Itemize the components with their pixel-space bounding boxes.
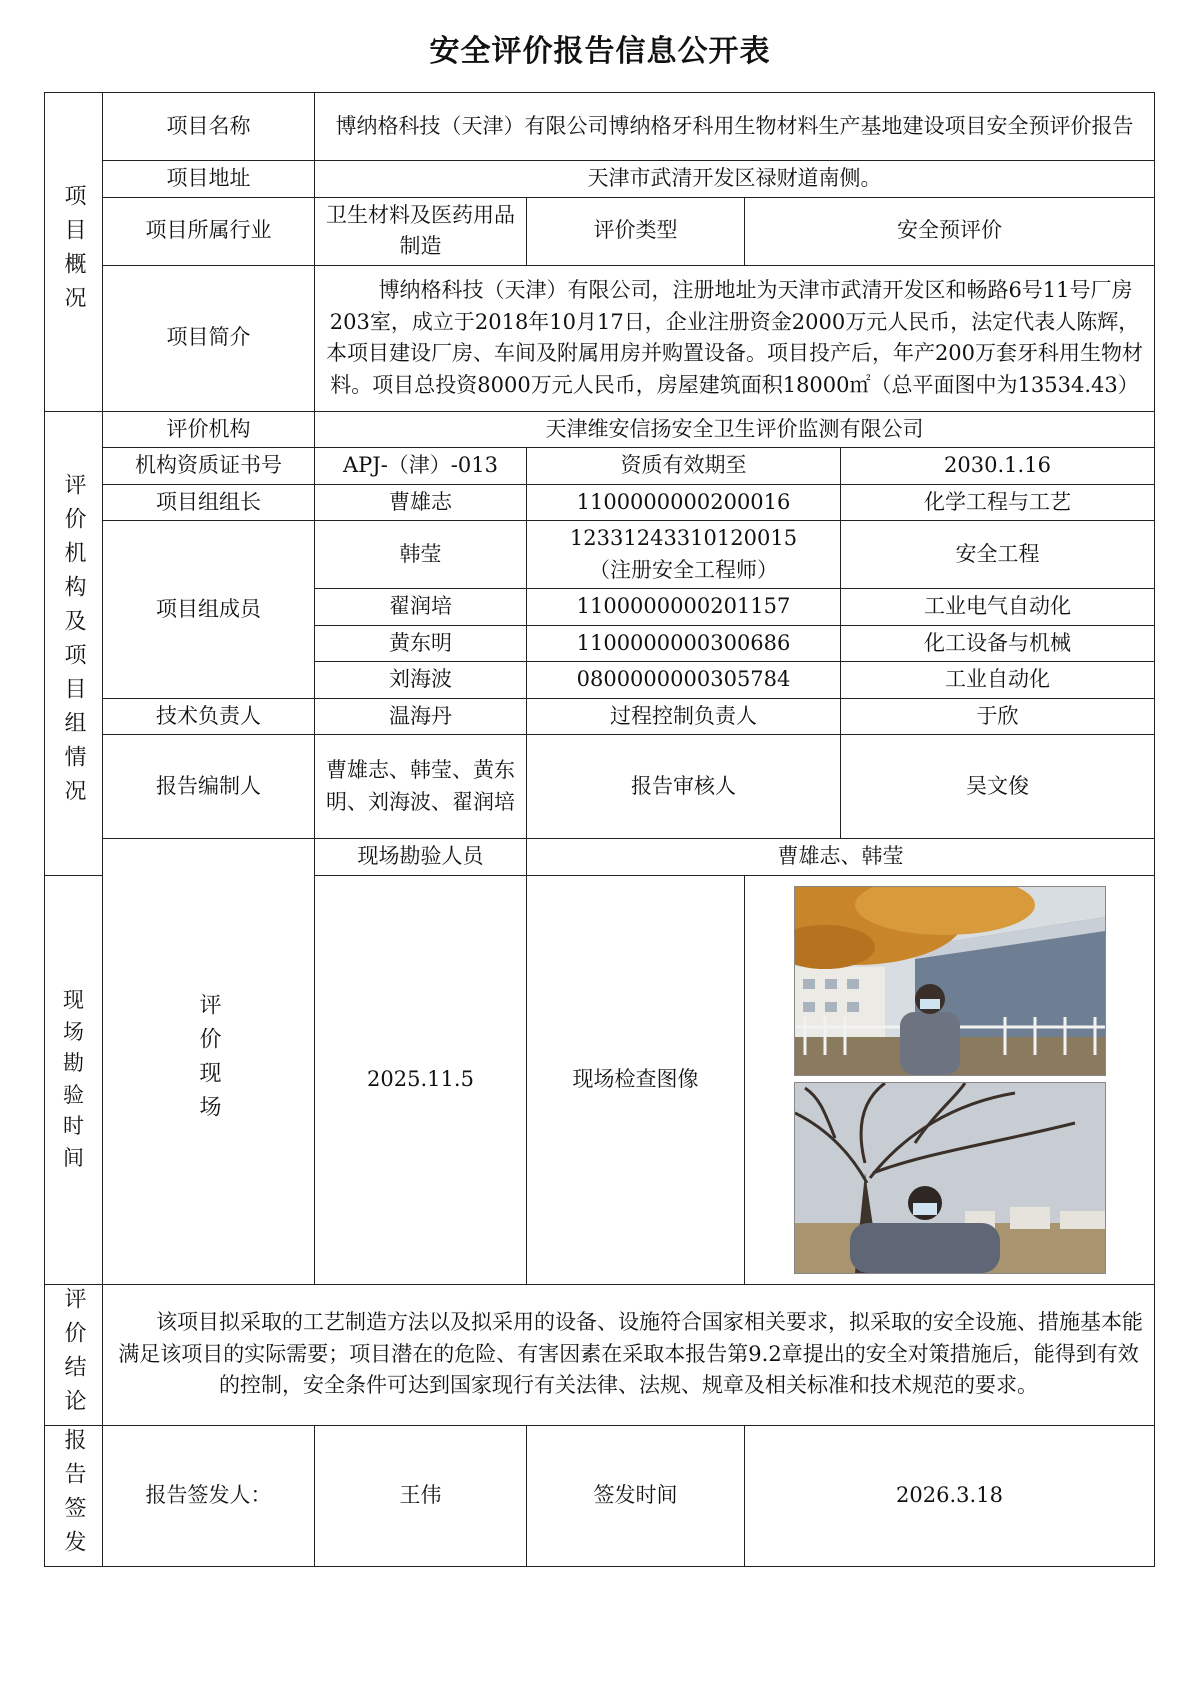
value-site-time: 2025.11.5 bbox=[315, 875, 527, 1284]
row-site-staff bbox=[45, 839, 1155, 876]
site-photo-2 bbox=[794, 1082, 1106, 1274]
label-project-name: 项目名称 bbox=[103, 93, 315, 161]
label-site-time: 现场勘验时间 bbox=[45, 875, 103, 1284]
label-author: 报告编制人 bbox=[103, 735, 315, 839]
row-conclusion bbox=[45, 1284, 1155, 1425]
member-name: 韩莹 bbox=[315, 521, 527, 589]
row-member bbox=[45, 521, 1155, 589]
row-author bbox=[45, 735, 1155, 839]
value-site-staff: 曹雄志、韩莹 bbox=[527, 839, 1155, 876]
section-label-conclusion: 评价结论 bbox=[45, 1284, 103, 1425]
label-site-image: 现场检查图像 bbox=[527, 875, 745, 1284]
value-org: 天津维安信扬安全卫生评价监测有限公司 bbox=[315, 411, 1155, 448]
member-major: 工业电气自动化 bbox=[841, 589, 1155, 626]
member-id bbox=[527, 521, 841, 589]
member-id: 0800000000305784 bbox=[527, 662, 841, 699]
row-org bbox=[45, 411, 1155, 448]
label-eval-type: 评价类型 bbox=[527, 197, 745, 265]
member-major: 安全工程 bbox=[841, 521, 1155, 589]
row-industry bbox=[45, 197, 1155, 265]
value-project-address: 天津市武清开发区禄财道南侧。 bbox=[315, 161, 1155, 198]
member-id: 1100000000201157 bbox=[527, 589, 841, 626]
value-tech: 温海丹 bbox=[315, 698, 527, 735]
value-eval-type: 安全预评价 bbox=[745, 197, 1155, 265]
row-tech bbox=[45, 698, 1155, 735]
value-signer: 王伟 bbox=[315, 1425, 527, 1566]
member-name: 黄东明 bbox=[315, 625, 527, 662]
info-table bbox=[44, 92, 1155, 1567]
member-major: 工业自动化 bbox=[841, 662, 1155, 699]
member-name: 刘海波 bbox=[315, 662, 527, 699]
label-process: 过程控制负责人 bbox=[527, 698, 841, 735]
label-cert: 机构资质证书号 bbox=[103, 448, 315, 485]
value-valid: 2030.1.16 bbox=[841, 448, 1155, 485]
label-site-staff: 现场勘验人员 bbox=[315, 839, 527, 876]
value-conclusion: 该项目拟采取的工艺制造方法以及拟采用的设备、设施符合国家相关要求，拟采取的安全设施、措施基本能满足该项目的实际需要；项目潜在的危险、有害因素在采取本报告第9.2章提出的安全对策措施后，能得到有效的控制，安全条件可达到国家现行有关法律、法规、规章及相关标准和技术规范的要求。 bbox=[103, 1284, 1155, 1425]
label-signer: 报告签发人： bbox=[103, 1425, 315, 1566]
section-label-overview: 项目概况 bbox=[45, 93, 103, 412]
member-major: 化工设备与机械 bbox=[841, 625, 1155, 662]
page-title: 安全评价报告信息公开表 bbox=[429, 34, 771, 69]
member-id-note: （注册安全工程师） bbox=[589, 557, 778, 582]
row-leader bbox=[45, 484, 1155, 521]
section-label-agency: 评价机构及项目组情况 bbox=[45, 411, 103, 875]
leader-name: 曹雄志 bbox=[315, 484, 527, 521]
label-members: 项目组成员 bbox=[103, 521, 315, 699]
member-name: 翟润培 bbox=[315, 589, 527, 626]
site-photos bbox=[745, 875, 1155, 1284]
label-valid: 资质有效期至 bbox=[527, 448, 841, 485]
member-id: 1100000000300686 bbox=[527, 625, 841, 662]
label-project-address: 项目地址 bbox=[103, 161, 315, 198]
label-intro: 项目简介 bbox=[103, 265, 315, 411]
value-issue-date: 2026.3.18 bbox=[745, 1425, 1155, 1566]
value-author: 曹雄志、韩莹、黄东明、刘海波、翟润培 bbox=[315, 735, 527, 839]
label-tech: 技术负责人 bbox=[103, 698, 315, 735]
site-photo-1 bbox=[794, 886, 1106, 1076]
member-id-number: 12331243310120015 bbox=[569, 526, 798, 550]
row-cert bbox=[45, 448, 1155, 485]
row-project-address bbox=[45, 161, 1155, 198]
row-issue bbox=[45, 1425, 1155, 1566]
value-process: 于欣 bbox=[841, 698, 1155, 735]
label-org: 评价机构 bbox=[103, 411, 315, 448]
value-intro: 博纳格科技（天津）有限公司，注册地址为天津市武清开发区和畅路6号11号厂房203室，成立于2018年10月17日，企业注册资金2000万元人民币，法定代表人陈辉，本项目建设厂房、车间及附属用房并购置设备。项目投产后，年产200万套牙科用生物材料。项目总投资8000万元人民币，房屋建筑面积18000㎡（总平面图中为13534.43） bbox=[315, 265, 1155, 411]
value-project-name: 博纳格科技（天津）有限公司博纳格牙科用生物材料生产基地建设项目安全预评价报告 bbox=[315, 93, 1155, 161]
section-label-issue: 报告签发 bbox=[45, 1425, 103, 1566]
label-reviewer: 报告审核人 bbox=[527, 735, 841, 839]
value-industry: 卫生材料及医药用品制造 bbox=[315, 197, 527, 265]
label-industry: 项目所属行业 bbox=[103, 197, 315, 265]
row-intro bbox=[45, 265, 1155, 411]
value-reviewer: 吴文俊 bbox=[841, 735, 1155, 839]
label-issue-date: 签发时间 bbox=[527, 1425, 745, 1566]
section-label-site: 评价现场 bbox=[103, 839, 315, 1285]
label-leader: 项目组组长 bbox=[103, 484, 315, 521]
row-project-name bbox=[45, 93, 1155, 161]
leader-major: 化学工程与工艺 bbox=[841, 484, 1155, 521]
leader-id: 1100000000200016 bbox=[527, 484, 841, 521]
value-cert: APJ-（津）-013 bbox=[315, 448, 527, 485]
